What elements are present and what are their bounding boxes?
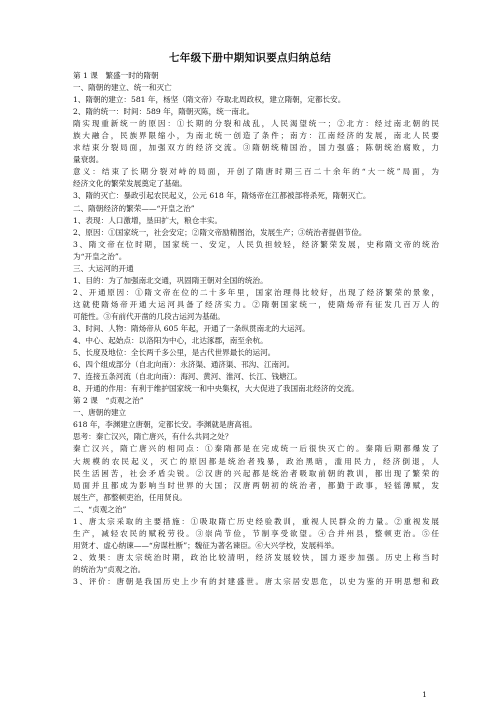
text-line: 2、隋的统一：时间：589 年，隋朝灭陈，统一南北。 (73, 107, 255, 117)
text-line: 意义：结束了长期分裂对峙的局面，开创了隋唐时期三百二十余年的“大一统”局面，为 (73, 167, 439, 177)
text-line: 第 1 课 繁盛一时的隋朝 (73, 71, 159, 80)
text-line: 6、四个组成部分（自北向南）：永济渠、通济渠、邗沟、江南河。 (73, 360, 295, 370)
text-line: 的统治为“贞观之治。 (73, 564, 146, 574)
text-line: 3、隋文帝在位时期，国家统一、安定，人民负担较轻，经济繁荣发展，史称隋文帝的统治 (73, 239, 439, 249)
text-line: 1、唐太宗采取的主要措施：①吸取隋亡历史经验教训，重视人民群众的力量。②重视发展 (73, 516, 439, 526)
text-line: 族大融合，民族界限缩小，为南北统一创造了条件；南方：江南经济的发展，南北人民要 (73, 131, 439, 141)
document-title: 七年级下册中期知识要点归纳总结 (169, 52, 331, 64)
page-number: 1 (422, 690, 427, 699)
text-line: 这就使隋炀帝开通大运河具备了经济实力。②隋朝国家统一，使隋炀帝有征发几百万人的 (73, 299, 439, 309)
text-line: 展生产，都整顿吏治，任用贤良。 (73, 492, 187, 502)
text-line: 第 2 课 “贞观之治” (73, 396, 144, 406)
text-line: 二、“贞观之治” (73, 504, 127, 514)
text-line: 2、效果：唐太宗统治时期，政治比较清明，经济发展较快，国力逐步加强。历史上称当时 (73, 552, 439, 562)
text-line: 4、中心、起始点：以洛阳为中心，北达涿郡，南至余杭。 (73, 336, 268, 346)
text-line: 2、开通原因：①隋文帝在位的二十多年里，国家治理得比较好，出现了经济繁荣的景象， (73, 287, 439, 297)
text-line: 生产，减轻农民的赋税劳役。③崇尚节俭，节制享受欲望。④合并州县，整顿吏治。⑤任 (73, 528, 439, 538)
text-line: 8、开通的作用：有利于维护国家统一和中央集权，大大促进了我国南北经济的交流。 (73, 384, 359, 394)
text-line: 一、隋朝的建立、统一和灭亡 (73, 83, 172, 93)
text-line: 一、唐朝的建立 (73, 408, 127, 418)
text-line: 618 年，李渊建立唐朝，定都长安。李渊就是唐高祖。 (73, 420, 257, 430)
text-line: 秦亡汉兴，隋亡唐兴的相同点：①秦隋都是在完成统一后很快灭亡的。秦隋后期都爆发了 (73, 444, 439, 454)
text-line: 三、大运河的开通 (73, 263, 134, 273)
text-line: 二、隋朝经济的繁荣——“开皇之治” (73, 203, 195, 213)
text-line: 局面并且都成为影响当时世界的大国；汉唐两朝初的统治者，都勤于政事，轻徭薄赋，发 (73, 480, 439, 490)
text-line: 思考：秦亡汉兴，隋亡唐兴，有什么共同之处？ (73, 432, 233, 442)
document-body (73, 70, 439, 588)
text-line: 大规模的农民起义，灭亡的原因都是统治者残暴，政治黑暗，滥用民力，经济倒退，人 (73, 456, 439, 466)
text-line: 经济文化的繁荣发展奠定了基础。 (73, 179, 187, 189)
text-line: 民生活困苦，社会矛盾尖锐。②汉唐的兴起都是统治者吸取前朝的教训，都出现了繁荣的 (73, 468, 439, 478)
text-line: 为“开皇之治”。 (73, 251, 127, 261)
text-line: 7、连接五条河流（自北向南）：海河、黄河、淮河、长江、钱塘江。 (73, 372, 302, 382)
text-line: 3、时间、人物：隋炀帝从 605 年起，开通了一条纵贯南北的大运河。 (73, 323, 310, 333)
text-line: 2、原因：①国家统一，社会安定；②隋文帝励精图治，发展生产；③统治者提倡节俭。 (73, 227, 367, 237)
text-line: 1、目的：为了加强南北交通，巩固隋王朝对全国的统治。 (73, 275, 268, 285)
text-line: 量衰弱。 (73, 155, 104, 165)
text-line: 隋实现重新统一的原因：①长期的分裂和战乱，人民渴望统一；②北方：经过南北朝的民 (73, 119, 439, 129)
text-line: 可能性。③有前代开凿的几段古运河为基础。 (73, 311, 225, 321)
text-line: 求结束分裂局面，加强双方的经济交流。③隋朝统精国治，国力强盛；陈朝统治腐败，力 (73, 143, 439, 153)
text-line: 5、长度及地位：全长两千多公里，是古代世界最长的运河。 (73, 348, 276, 358)
text-line: 3、隋的灭亡：暴政引起农民起义，公元 618 年，隋炀帝在江都被部将杀死，隋朝灭亡。 (73, 191, 371, 201)
text-line: 3、评价：唐朝是我国历史上少有的封建盛世。唐太宗居安思危，以史为鉴的开明思想和政 (73, 576, 439, 586)
text-line: 1、表现：人口激增，垦田扩大，粮仓丰实。 (73, 215, 223, 225)
text-line: 1、隋朝的建立：581 年，杨坚（隋文帝）夺取北周政权，建立隋朝，定都长安。 (73, 95, 346, 105)
text-line: 用贤才、虚心纳谏——“房谋杜断”；魏征为著名谏臣。⑥大兴学校，发展科举。 (73, 540, 339, 550)
